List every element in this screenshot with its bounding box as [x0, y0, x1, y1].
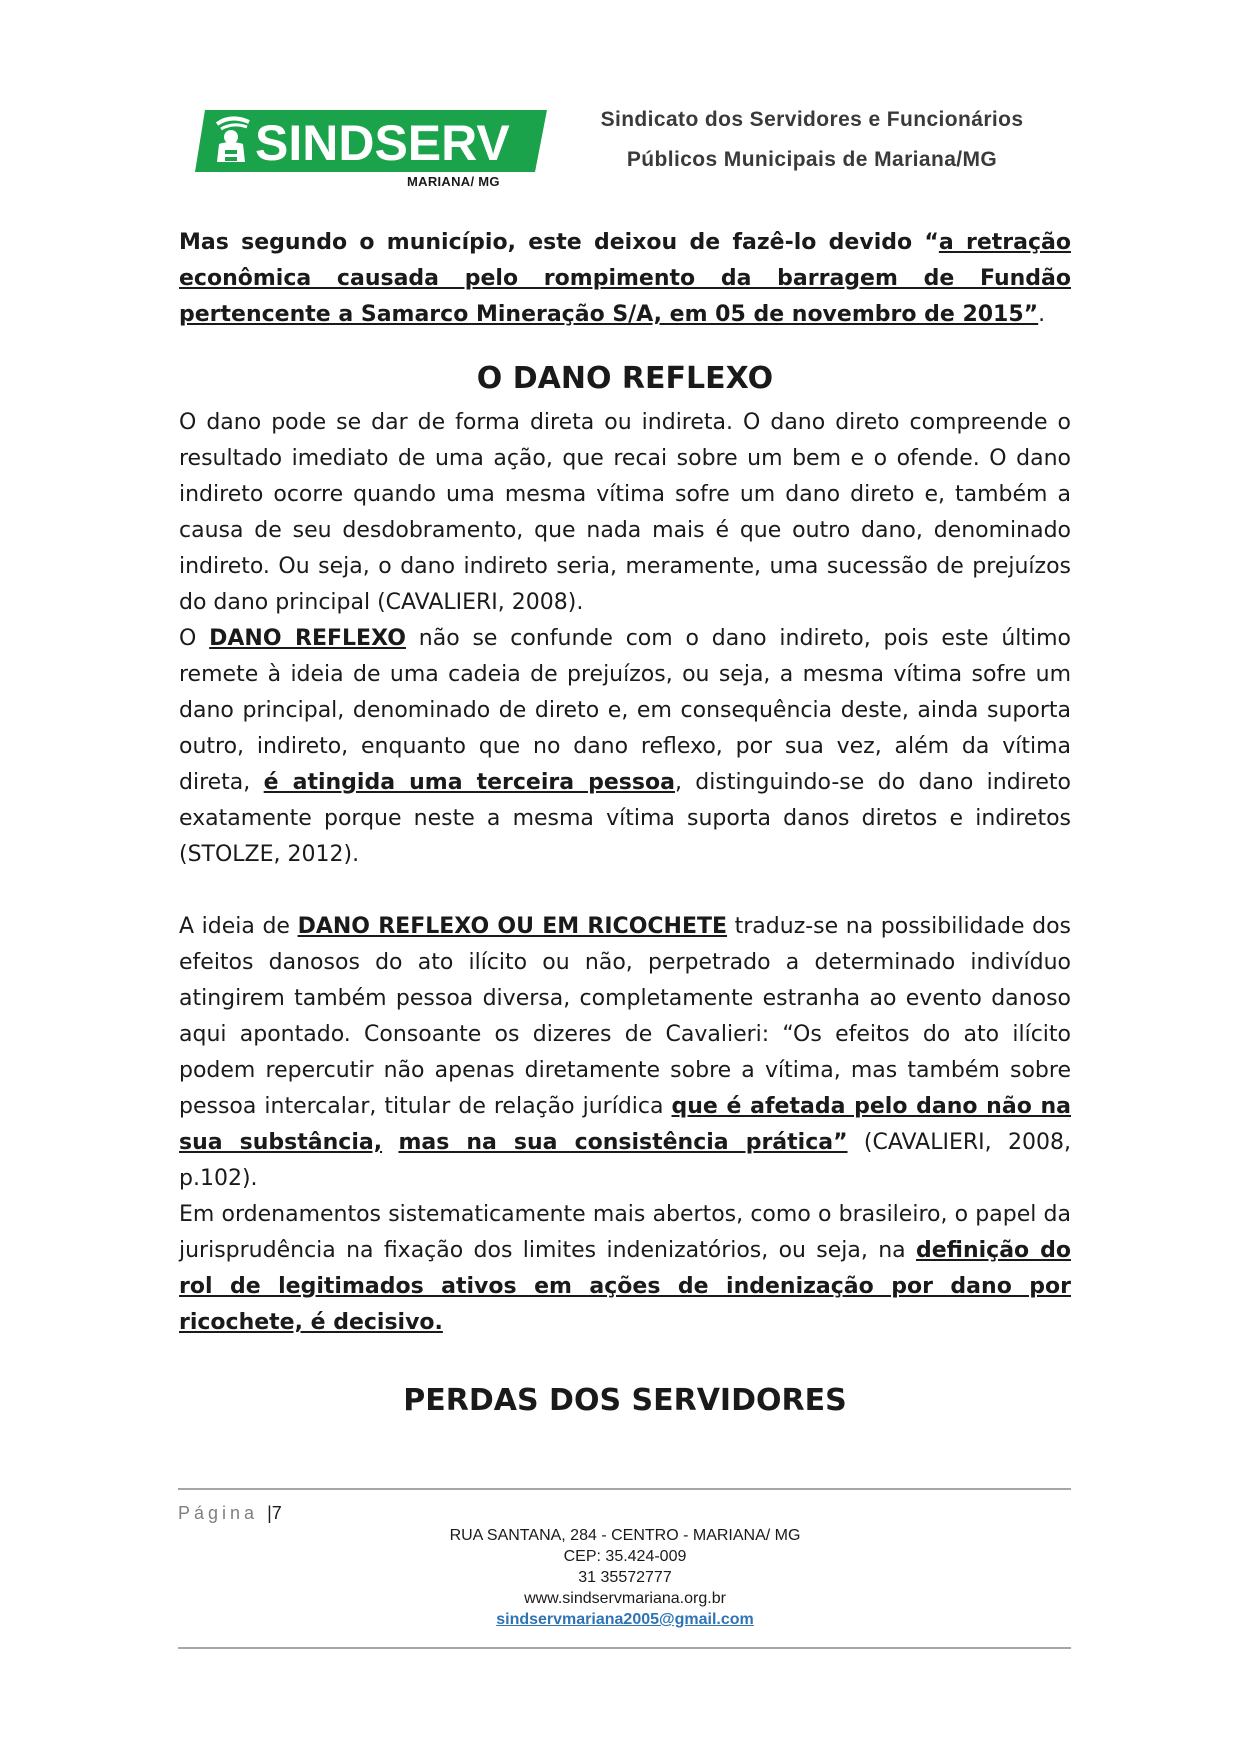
footer-website-link[interactable]: www.sindservmariana.org.br [524, 1590, 726, 1607]
footer-contact [400, 1525, 850, 1630]
emphasis-legitimados: definição do rol de legitimados ativos em ações de indenização por dano por ricochete, é decisivo. [179, 1238, 1071, 1335]
term-dano-reflexo: DANO REFLEXO [209, 626, 406, 651]
section-heading-perdas: PERDAS DOS SERVIDORES [403, 1383, 847, 1418]
paragraph-ricochete: A ideia de DANO REFLEXO OU EM RICOCHETE traduz-se na possibilidade dos efeitos danosos do ato ilícito ou não, perpetrado a determinado indivíduo atingirem também pessoa diversa, completamente estranha ao evento danoso aqui apontado. Consoante os dizeres de Cavalieri: “Os efeitos do ato ilícito podem repercutir não apenas diretamente sobre a vítima, mas também sobre pessoa intercalar, titular de relação jurídica que é afetada pelo dano não na sua substância, mas na sua consistência prática” (CAVALIERI, 2008, p.102). [179, 914, 1071, 1191]
logo-subtitle: MARIANA/ MG [407, 174, 500, 189]
header-title-line2: Públicos Municipais de Mariana/MG [626, 148, 998, 171]
footer-phone: 31 35572777 [578, 1569, 672, 1586]
paragraph-ordenamentos: Em ordenamentos sistematicamente mais abertos, como o brasileiro, o papel da jurisprudência na fixação dos limites indenizatórios, ou seja, na definição do rol de legitimados ativos em ações de indenização por dano por ricochete, é decisivo. [179, 1202, 1071, 1335]
header-title-line1: Sindicato dos Servidores e Funcionários [600, 108, 1024, 131]
term-dano-ricochete: DANO REFLEXO OU EM RICOCHETE [297, 914, 728, 939]
page-number: Página |7 [178, 1503, 282, 1523]
emphasis-substancia: que é afetada pelo dano não na sua substância, [179, 1094, 1071, 1155]
paragraph-dano-direto: O dano pode se dar de forma direta ou indireta. O dano direto compreende o resultado imediato de uma ação, que recai sobre um bem e o ofende. O dano indireto ocorre quando uma mesma vítima sofre um dano direto e, também a causa de seu desdobramento, que nada mais é que outro dano, denominado indireto. Ou seja, o dano indireto seria, meramente, uma sucessão de prejuízos do dano principal (CAVALIERI, 2008). [179, 410, 1071, 615]
underlined-quote: a retração econômica causada pelo rompimento da barragem de Fundão pertencente a Samarco Mineração S/A, em 05 de novembro de 2015” [179, 230, 1071, 327]
letterhead [195, 106, 1065, 192]
paragraph-municipio: Mas segundo o município, este deixou de fazê-lo devido “a retração econômica causada pelo rompimento da barragem de Fundão pertencente a Samarco Mineração S/A, em 05 de novembro de 2015”. [179, 230, 1071, 327]
section-heading-dano-reflexo: O DANO REFLEXO [476, 361, 774, 396]
footer-address: RUA SANTANA, 284 - CENTRO - MARIANA/ MG [449, 1527, 801, 1544]
footer-divider-bottom [178, 1647, 1071, 1649]
footer-divider-top [178, 1488, 1071, 1490]
footer-cep: CEP: 35.424-009 [563, 1548, 687, 1565]
emphasis-terceira-pessoa: é atingida uma terceira pessoa [263, 770, 675, 795]
emphasis-consistencia: mas na sua consistência prática” [398, 1130, 848, 1155]
sindserv-logo [195, 110, 547, 172]
footer-email-link[interactable]: sindservmariana2005@gmail.com [496, 1611, 754, 1628]
document-body [179, 225, 1071, 1423]
logo-wordmark: SINDSERV [255, 115, 510, 171]
paragraph-dano-reflexo: O DANO REFLEXO não se confunde com o dano indireto, pois este último remete à ideia de uma cadeia de prejuízos, ou seja, a mesma vítima sofre um dano principal, denominado de direto e, em consequência deste, ainda suporta outro, indireto, enquanto que no dano reflexo, por sua vez, além da vítima direta, é atingida uma terceira pessoa, distinguindo-se do dano indireto exatamente porque neste a mesma vítima suporta danos diretos e indiretos (STOLZE, 2012). [179, 626, 1072, 867]
